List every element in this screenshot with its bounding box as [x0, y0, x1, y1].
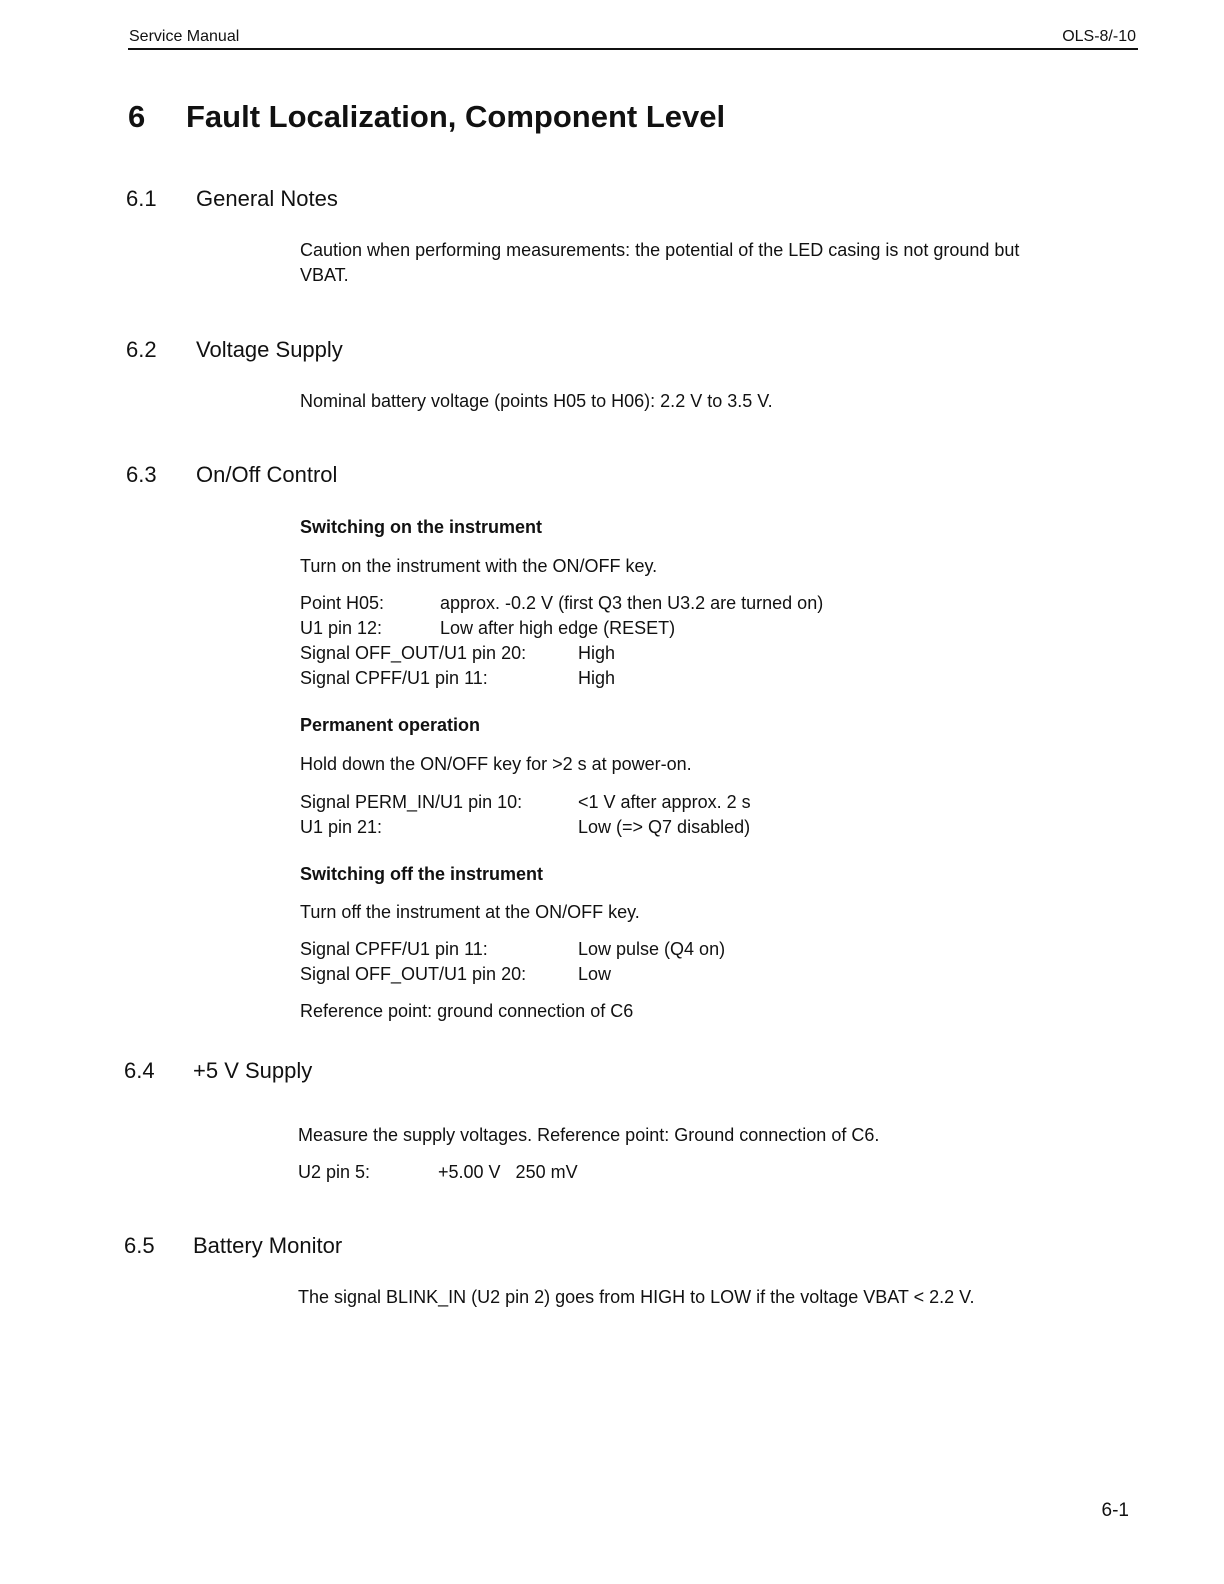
measurement-value: Low [578, 964, 612, 984]
section-title-battery-monitor: Battery Monitor [193, 1233, 343, 1258]
running-header-right: OLS-8/-10 [1062, 28, 1136, 45]
section-number-6-1: 6.1 [126, 186, 157, 211]
section-title-voltage-supply: Voltage Supply [196, 337, 343, 362]
measurement-value: High [578, 643, 616, 663]
measurement-label: U2 pin 5: [298, 1162, 371, 1182]
measurement-value: +5.00 V 250 mV [438, 1162, 578, 1182]
general-notes-line-2: VBAT. [300, 265, 349, 285]
header-rule [128, 48, 1138, 50]
section-number-6-5: 6.5 [124, 1233, 155, 1258]
measurement-label: Point H05: [300, 593, 385, 613]
permanent-operation-text: Hold down the ON/OFF key for >2 s at power-on. [300, 754, 692, 774]
section-title-on-off-control: On/Off Control [196, 462, 338, 487]
battery-monitor-text: The signal BLINK_IN (U2 pin 2) goes from HIGH to LOW if the voltage VBAT < 2.2 V. [298, 1287, 975, 1307]
section-number-6-3: 6.3 [126, 462, 157, 487]
section-title-5v-supply: +5 V Supply [193, 1058, 313, 1083]
general-notes-line-1: Caution when performing measurements: the potential of the LED casing is not ground but [300, 240, 1020, 260]
measurement-label: Signal PERM_IN/U1 pin 10: [300, 792, 523, 812]
measurement-value: Low pulse (Q4 on) [578, 939, 726, 959]
measurement-value: Low after high edge (RESET) [440, 618, 676, 638]
measurement-label: U1 pin 12: [300, 618, 383, 638]
measurement-label: Signal OFF_OUT/U1 pin 20: [300, 643, 527, 663]
measurement-label: Signal CPFF/U1 pin 11: [300, 939, 488, 959]
switching-off-heading: Switching off the instrument [300, 864, 543, 884]
section-title-general-notes: General Notes [196, 186, 338, 211]
running-header-left: Service Manual [129, 28, 240, 45]
voltage-supply-text: Nominal battery voltage (points H05 to H06): 2.2 V to 3.5 V. [300, 391, 773, 411]
measurement-value: approx. -0.2 V (first Q3 then U3.2 are turned on) [440, 593, 824, 613]
reference-point-text: Reference point: ground connection of C6 [300, 1001, 634, 1021]
measurement-label: Signal OFF_OUT/U1 pin 20: [300, 964, 527, 984]
switching-off-text: Turn off the instrument at the ON/OFF key. [300, 902, 640, 922]
permanent-operation-heading: Permanent operation [300, 715, 481, 735]
measurement-value: <1 V after approx. 2 s [578, 792, 751, 812]
chapter-number: 6 [128, 99, 146, 134]
measurement-label: Signal CPFF/U1 pin 11: [300, 668, 488, 688]
measurement-label: U1 pin 21: [300, 817, 383, 837]
section-number-6-2: 6.2 [126, 337, 157, 362]
switching-on-heading: Switching on the instrument [300, 517, 542, 537]
chapter-title: Fault Localization, Component Level [186, 99, 726, 134]
switching-on-text: Turn on the instrument with the ON/OFF key. [300, 556, 658, 576]
5v-supply-text: Measure the supply voltages. Reference point: Ground connection of C6. [298, 1125, 880, 1145]
measurement-value: High [578, 668, 616, 688]
page-number: 6-1 [1101, 1500, 1129, 1521]
measurement-value: Low (=> Q7 disabled) [578, 817, 751, 837]
section-number-6-4: 6.4 [124, 1058, 155, 1083]
